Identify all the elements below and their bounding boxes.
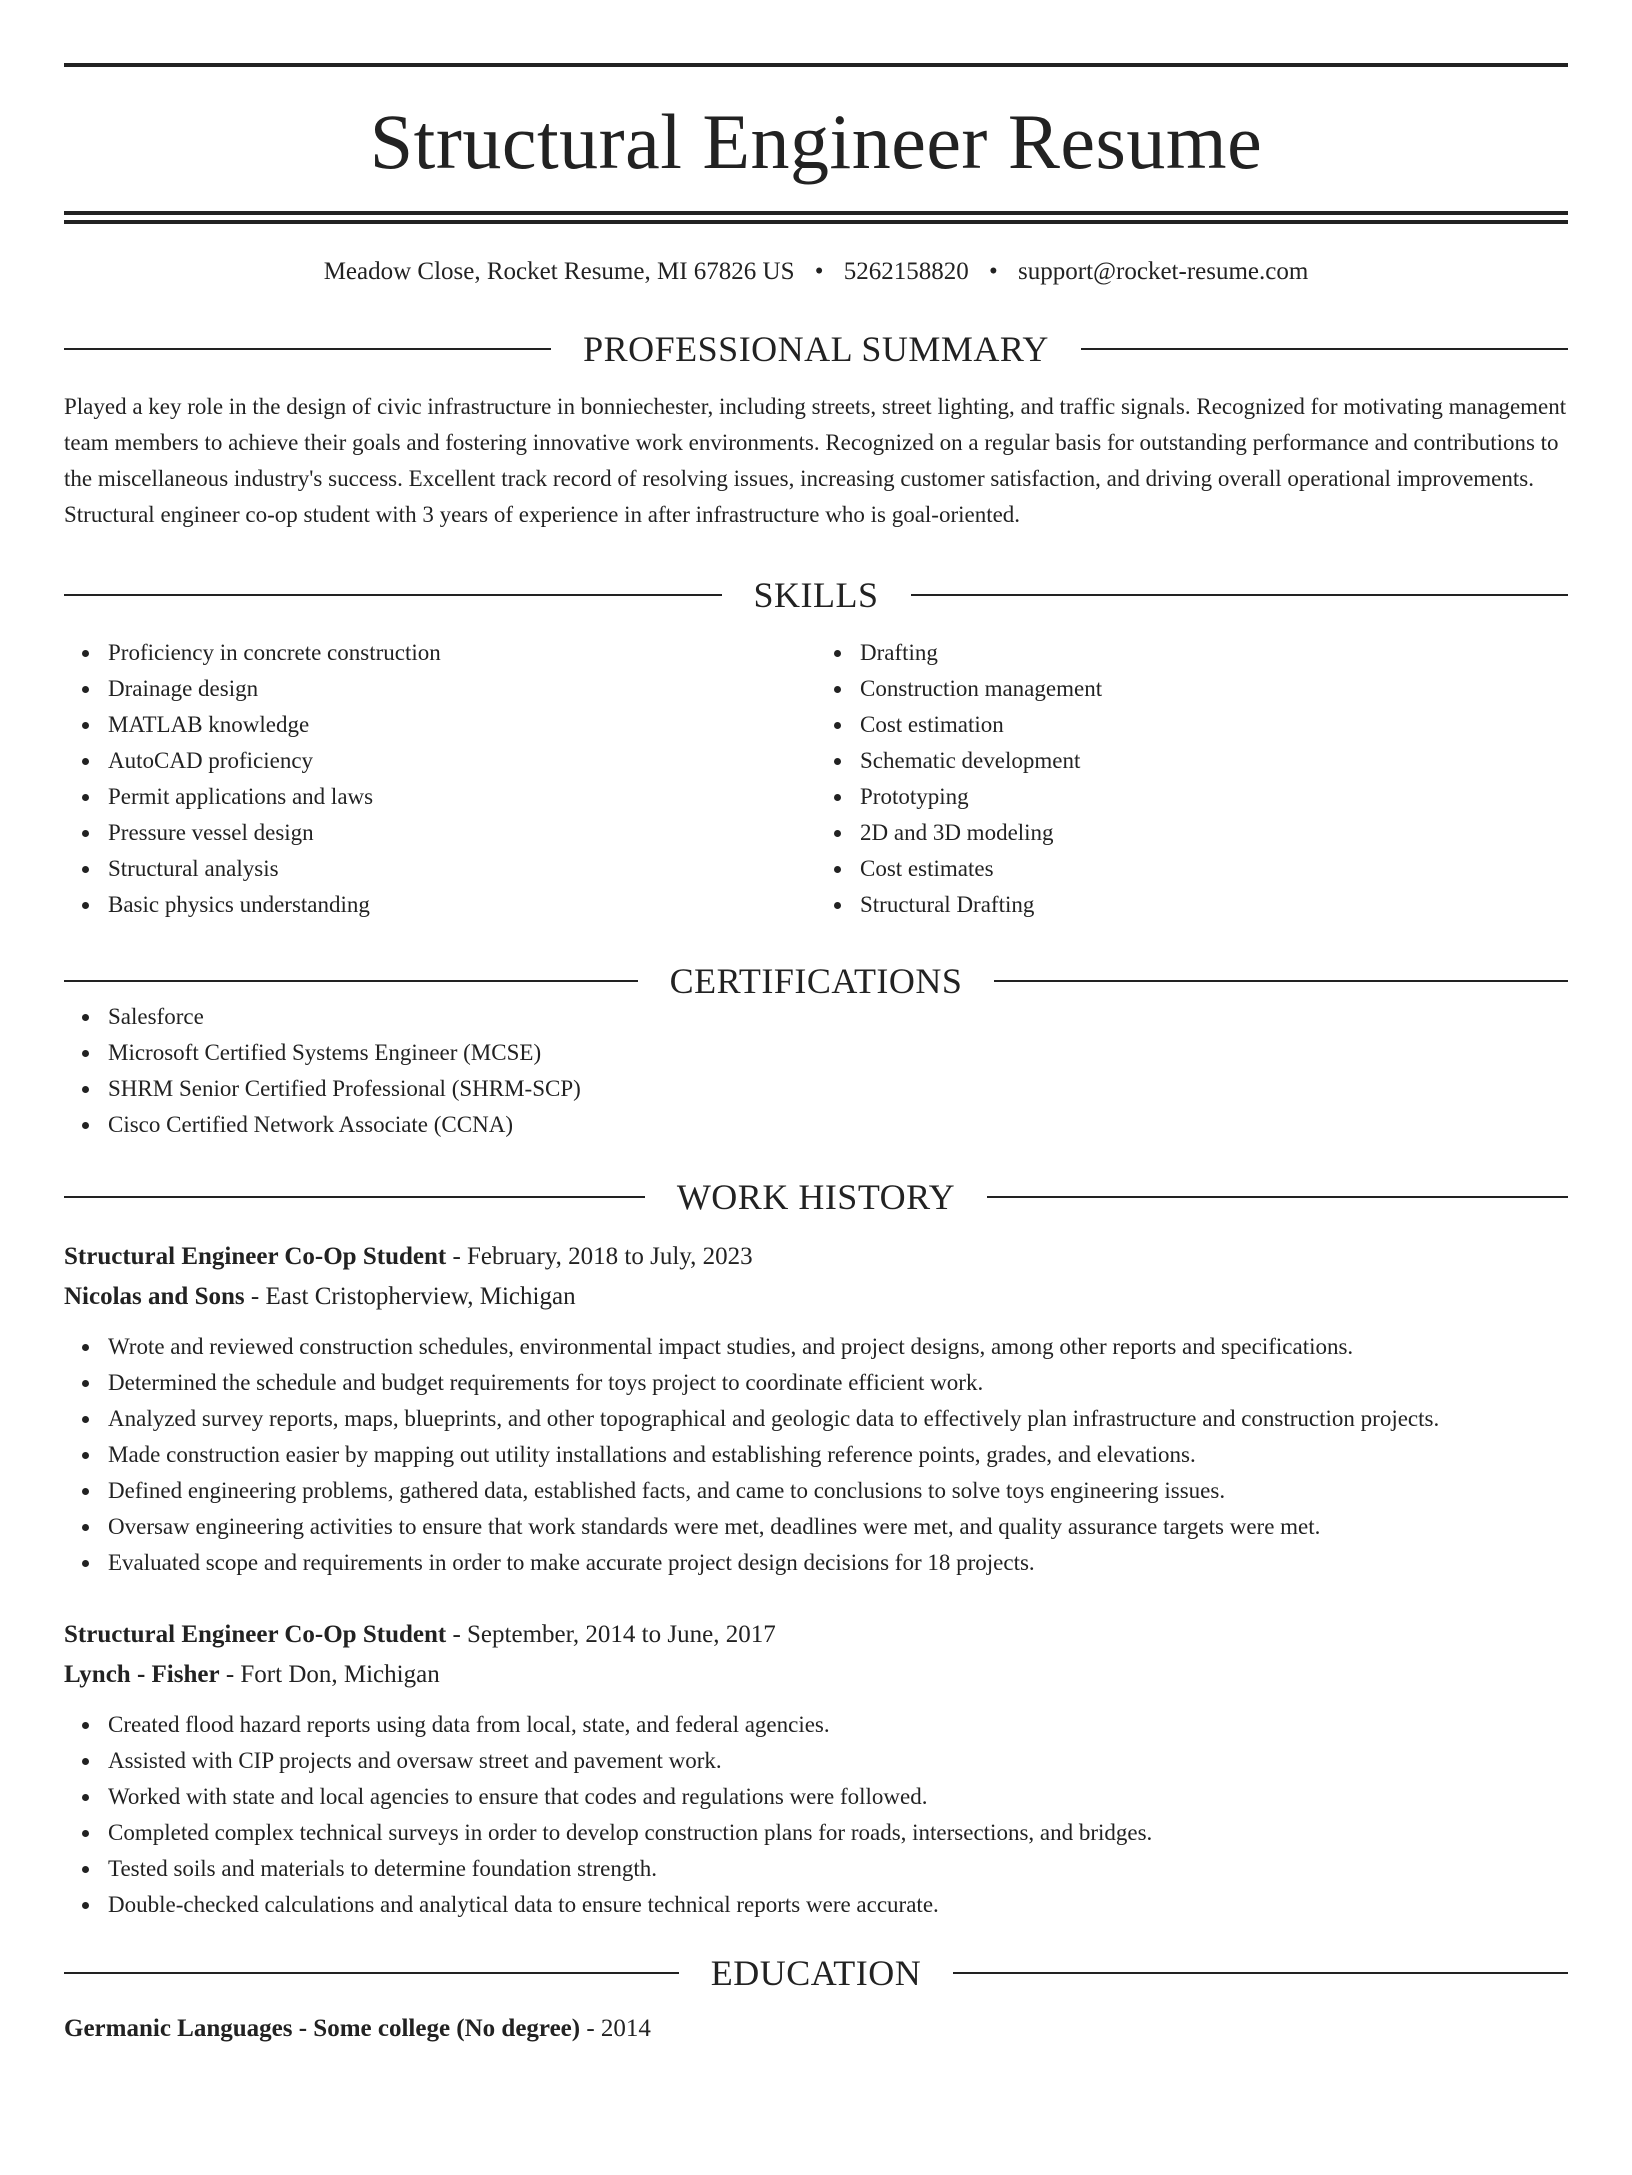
job-title-line — [64, 1615, 1568, 1655]
skill-item: Basic physics understanding — [108, 887, 816, 923]
heading-rule-left — [64, 1196, 645, 1198]
education-year: - 2014 — [580, 2015, 651, 2042]
job-duty-item: Completed complex technical surveys in order to develop construction plans for roads, intersections, and bridges. — [108, 1815, 1568, 1851]
page-title: Structural Engineer Resume — [369, 98, 1263, 185]
education-heading-row — [64, 1955, 1568, 1991]
job-duty-item: Defined engineering problems, gathered data, established facts, and came to conclusions to solve toys engineering issues. — [108, 1473, 1568, 1509]
skills-list-left — [64, 635, 816, 923]
skill-item: Drafting — [860, 635, 1568, 671]
job-duty-item: Oversaw engineering activities to ensure that work standards were met, deadlines were met, and quality assurance targets were met. — [108, 1509, 1568, 1545]
certifications-heading: CERTIFICATIONS — [669, 961, 963, 1001]
heading-rule-right — [1081, 348, 1568, 350]
contact-address: Meadow Close, Rocket Resume, MI 67826 US — [323, 258, 795, 285]
job-entry — [64, 1615, 1568, 1923]
education-entry — [64, 2009, 1568, 2049]
job-duties-list — [64, 1329, 1568, 1581]
contact-separator: • — [989, 258, 998, 285]
job-company: Nicolas and Sons — [64, 1283, 245, 1310]
job-dates: - September, 2014 to June, 2017 — [446, 1621, 776, 1648]
skills-heading-row — [64, 577, 1568, 613]
job-duty-item: Created flood hazard reports using data from local, state, and federal agencies. — [108, 1707, 1568, 1743]
contact-phone: 5262158820 — [843, 258, 969, 285]
skill-item: 2D and 3D modeling — [860, 815, 1568, 851]
summary-text: Played a key role in the design of civic infrastructure in bonniechester, including streets, street lighting, and traffic signals. Recognized for motivating management team members to achieve their goals and fostering innovative work environments. Recognized on a regular basis for outstanding performance and contributions to the miscellaneous industry's success. Excellent track record of resolving issues, increasing customer satisfaction, and driving overall operational improvements. Structural engineer co-op student with 3 years of experience in after infrastructure who is goal-oriented. — [64, 394, 1567, 527]
job-title-line — [64, 1237, 1568, 1277]
skill-item: Construction management — [860, 671, 1568, 707]
heading-rule-right — [987, 1196, 1568, 1198]
skill-item: Structural analysis — [108, 851, 816, 887]
job-company-line — [64, 1655, 1568, 1695]
skill-item: Cost estimates — [860, 851, 1568, 887]
heading-rule-left — [64, 980, 638, 982]
job-duty-item: Made construction easier by mapping out utility installations and establishing reference points, grades, and elevations. — [108, 1437, 1568, 1473]
contact-line — [64, 257, 1568, 287]
certification-item: Cisco Certified Network Associate (CCNA) — [108, 1107, 1568, 1143]
summary-heading-row — [64, 331, 1568, 367]
job-duties-list — [64, 1707, 1568, 1923]
job-duty-item: Evaluated scope and requirements in order to make accurate project design decisions for 18 projects. — [108, 1545, 1568, 1581]
education-heading: EDUCATION — [710, 1953, 922, 1993]
skill-item: Schematic development — [860, 743, 1568, 779]
job-entry — [64, 1237, 1568, 1581]
certifications-heading-row — [64, 963, 1568, 999]
skill-item: Proficiency in concrete construction — [108, 635, 816, 671]
job-duty-item: Wrote and reviewed construction schedules, environmental impact studies, and project designs, among other reports and specifications. — [108, 1329, 1568, 1365]
skills-list-right — [816, 635, 1568, 923]
work-heading: WORK HISTORY — [676, 1177, 956, 1217]
job-duty-item: Determined the schedule and budget requirements for toys project to coordinate efficient work. — [108, 1365, 1568, 1401]
skill-item: Permit applications and laws — [108, 779, 816, 815]
skill-item: Pressure vessel design — [108, 815, 816, 851]
job-title: Structural Engineer Co-Op Student — [64, 1621, 447, 1648]
job-duty-item: Analyzed survey reports, maps, blueprints, and other topographical and geologic data to effectively plan infrastructure and construction projects. — [108, 1401, 1568, 1437]
skill-item: Cost estimation — [860, 707, 1568, 743]
skills-heading: SKILLS — [753, 575, 879, 615]
certification-item: Microsoft Certified Systems Engineer (MCSE) — [108, 1035, 1568, 1071]
skill-item: Prototyping — [860, 779, 1568, 815]
certifications-list — [64, 999, 1568, 1143]
skill-item: Structural Drafting — [860, 887, 1568, 923]
heading-rule-left — [64, 348, 551, 350]
heading-rule-left — [64, 594, 722, 596]
job-dates: - February, 2018 to July, 2023 — [446, 1243, 753, 1270]
top-rule — [64, 63, 1568, 67]
job-company-line — [64, 1277, 1568, 1317]
heading-rule-right — [953, 1972, 1568, 1974]
job-title: Structural Engineer Co-Op Student — [64, 1243, 447, 1270]
work-heading-row — [64, 1179, 1568, 1215]
certification-item: SHRM Senior Certified Professional (SHRM-SCP) — [108, 1071, 1568, 1107]
job-duty-item: Tested soils and materials to determine foundation strength. — [108, 1851, 1568, 1887]
heading-rule-right — [911, 594, 1569, 596]
certification-item: Salesforce — [108, 999, 1568, 1035]
job-duty-item: Assisted with CIP projects and oversaw street and pavement work. — [108, 1743, 1568, 1779]
heading-rule-left — [64, 1972, 679, 1974]
job-location: - Fort Don, Michigan — [219, 1661, 440, 1688]
job-duty-item: Worked with state and local agencies to ensure that codes and regulations were followed. — [108, 1779, 1568, 1815]
job-company: Lynch - Fisher — [64, 1661, 220, 1688]
skill-item: Drainage design — [108, 671, 816, 707]
job-location: - East Cristopherview, Michigan — [244, 1283, 576, 1310]
contact-separator: • — [814, 258, 824, 285]
contact-email: support@rocket-resume.com — [1018, 258, 1309, 285]
education-degree: Germanic Languages - Some college (No degree) — [64, 2015, 581, 2042]
resume-page — [0, 63, 1632, 2175]
skill-item: AutoCAD proficiency — [108, 743, 816, 779]
job-duty-item: Double-checked calculations and analytical data to ensure technical reports were accurate. — [108, 1887, 1568, 1923]
skills-columns — [64, 635, 1568, 923]
heading-rule-right — [994, 980, 1568, 982]
summary-heading: PROFESSIONAL SUMMARY — [583, 329, 1049, 369]
title-double-rule — [64, 211, 1568, 224]
skill-item: MATLAB knowledge — [108, 707, 816, 743]
